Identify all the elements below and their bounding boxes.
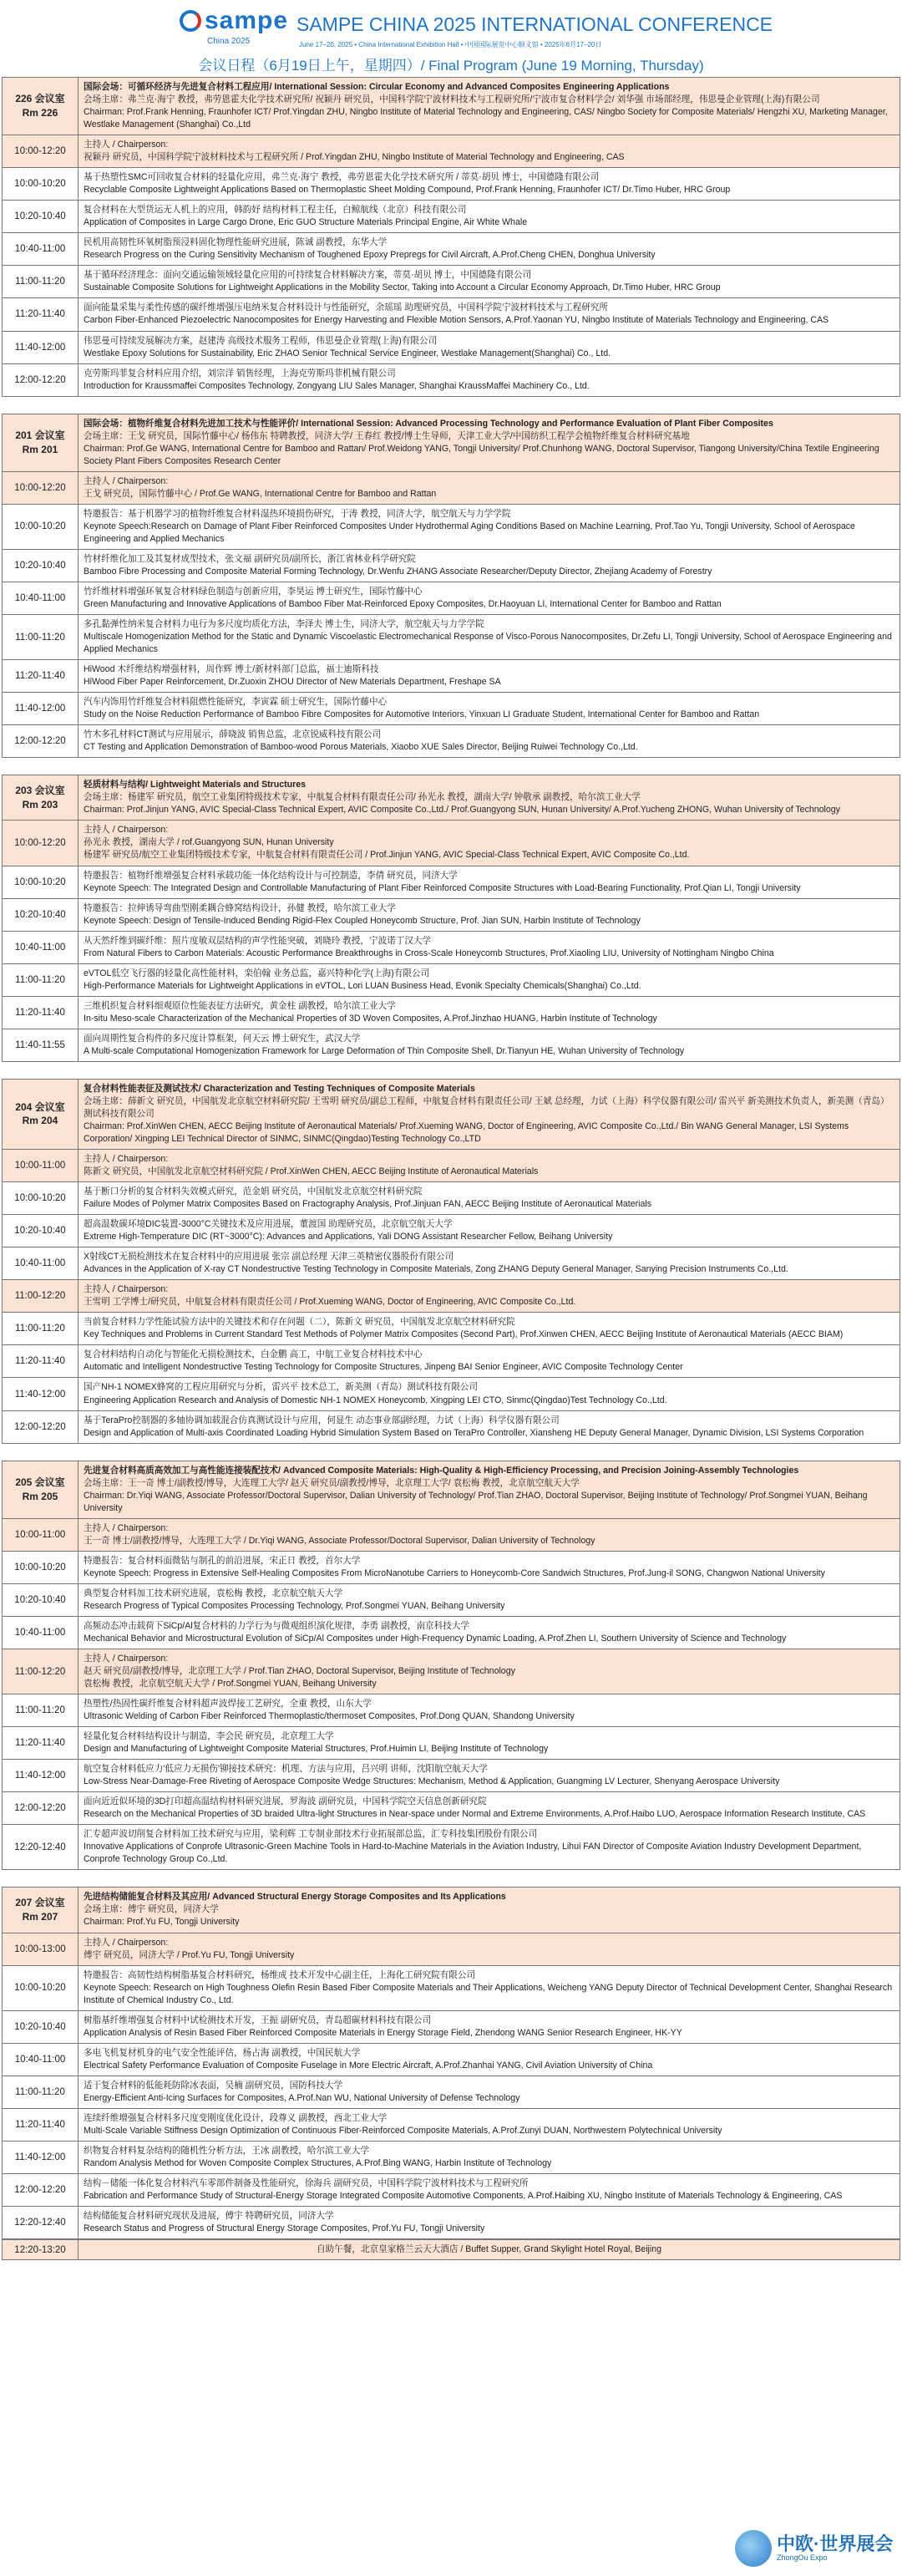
time-slot: 11:00-11:20: [3, 1694, 79, 1726]
talk-row: [2, 964, 900, 997]
time-slot: 10:00-13:00: [3, 1933, 79, 1965]
talk-row: [2, 2044, 900, 2076]
room-en: Rm 201: [22, 443, 58, 455]
session-title: 国际会场：可循环经济与先进复合材料工程应用/ International Session: Circular Economy and Advanced Composites Engineering Applications: [84, 82, 670, 92]
room-en: Rm 226: [22, 107, 58, 119]
talk-text: 适于复合材料的低能耗防除冰表面，吴楠 副研究员，国防科技大学 Energy-Efficient Anti-Icing Surfaces for Composites, A.Prof.Nan WU, National University of Defense Technology: [84, 2080, 520, 2103]
chairperson-row: [2, 1150, 900, 1182]
talk-row: [2, 266, 900, 298]
chairperson-row: [2, 472, 900, 505]
time-slot: 12:20-12:40: [3, 2207, 79, 2238]
talk-row: [2, 550, 900, 582]
session-table: [2, 1461, 900, 1871]
talk-text: 国产NH-1 NOMEX蜂窝的工程应用研究与分析，雷兴平 技术总工，新美测（青岛）测试科技有限公司 Engineering Application Research and Analysis of Domestic NH-1 NOMEX Honeycomb, Xingping LEI CTO, Sinmc(Qingdao)Test Technology Co.,Ltd.: [84, 1382, 667, 1405]
time-slot: 11:40-12:00: [3, 2142, 79, 2173]
room-label: [3, 775, 79, 820]
session-table: [2, 1887, 900, 2260]
talk-row: [2, 932, 900, 964]
time-slot: 10:40-11:00: [3, 1247, 79, 1279]
room-label: [3, 1461, 79, 1518]
talk-text: 特邀报告：拉伸诱导弯曲型刚柔耦合蜂窝结构设计，孙健 教授，哈尔滨工业大学 Keynote Speech: Design of Tensile-Induced Bending Rigid-Flex Coupled Honeycomb Structure, Prof. Jian SUN, Harbin Institute of Technology: [84, 902, 641, 926]
talk-row: [2, 1215, 900, 1247]
talk-text: 面向周期性复合构件的多尺度计算框架，何天云 博士研究生，武汉大学 A Multi-scale Computational Homogenization Framework for Large Deformation of Thin Composite Shell, Dr.Tianyun HE, Wuhan University of Technology: [84, 1033, 685, 1056]
session-title: 国际会场：植物纤维复合材料先进加工技术与性能评价/ International Session: Advanced Processing Technology and Performance Evaluation of Plant Fiber Composites: [84, 418, 773, 429]
talk-row: [2, 997, 900, 1029]
time-slot: 11:00-11:20: [3, 615, 79, 659]
talk-row: [2, 1617, 900, 1649]
talk-row: [2, 505, 900, 550]
time-slot: 11:00-11:20: [3, 1313, 79, 1344]
session-chairs: 会场主席：弗兰克·海宁 教授，弗劳恩霍夫化学技术研究所/ 祝颖丹 研究员，中国科学院宁波材料技术与工程研究所/宁波市复合材料学会/ 刘华强 市场部经理，伟思曼企业管理(上海)有限公司 Chairman: Prof.Frank Henning, Fraunhofer ICT/ Prof.Yingdan ZHU, Ningbo Institute of Material Technology and Engineering, CAS/ Ningbo Society for Composite Materials/ Hengzhi XU, Marketing Manager, Westlake Management (Shanghai) Co.,Ltd: [84, 94, 888, 130]
chairperson-text: 主持人 / Chairperson: 赵天 研究员/副教授/博导，北京理工大学 / Prof.Tian ZHAO, Doctoral Supervisor, Beijing Institute of Technology 袁松梅 教授，北京航空航天大学 / Prof.Songmei YUAN, Beihang University: [84, 1653, 515, 1689]
session-table: [2, 77, 900, 397]
talk-text: 从天然纤维到碳纤维：照片度敏双层结构的声学性能突破，刘晓玲 教授，宁波诺丁汉大学 From Natural Fibers to Carbon Materials: Acoustic Performance Breakthroughs in Cross-Scale Honeycomb Structures, Prof.Xiaoling LIU, University of Nottingham Ningbo China: [84, 935, 774, 958]
talk-text: 结构储能复合材料研究现状及进展，傅宇 特聘研究员，同济大学 Research Status and Progress of Structural Energy Storage Composites, Prof.Yu FU, Tongji University: [84, 2211, 485, 2234]
time-slot: 11:20-11:40: [3, 298, 79, 330]
time-slot: 12:00-12:20: [3, 725, 79, 757]
talk-row: [2, 168, 900, 201]
talk-row: [2, 866, 900, 899]
time-slot: 10:40-11:00: [3, 932, 79, 963]
talk-text: 基于TeraPro控制器的多轴协调加载混合仿真测试设计与应用，何显生 动态事业部副经理，力试（上海）科学仪器有限公司 Design and Application of Multi-axis Coordinated Loading Hybrid Simulation System Based on TeraPro Controller, Xiansheng HE Deputy General Manager, Dynamic Division, LSI Systems Corporation: [84, 1415, 864, 1438]
chairperson-text: 主持人 / Chairperson: 祝颖丹 研究员，中国科学院宁波材料技术与工程研究所 / Prof.Yingdan ZHU, Ningbo Institute of Material Technology and Engineering, CAS: [84, 140, 625, 163]
time-slot: 10:00-10:20: [3, 1552, 79, 1583]
session-chairs: 会场主席：王一奇 博士/副教授/博导，大连理工大学/ 赵天 研究员/副教授/博导，北京理工大学/ 袁松梅 教授，北京航空航天大学 Chairman: Dr.Yiqi WANG, Associate Professor/Doctoral Supervisor, Dalian University of Technology/ Prof.Tian ZHAO, Doctoral Supervisor, Beijing Institute of Technology/ Prof.Songmei YUAN, Beihang University: [84, 1477, 868, 1513]
time-slot: 12:20-12:40: [3, 1825, 79, 1869]
conference-meta: June 17–20, 2025 • China International Exhibition Hall • 中国国际展览中心顺义馆 • 2025年6月17–20日: [299, 41, 602, 48]
talk-text: 轻量化复合材料结构设计与制造，李会民 研究员，北京理工大学 Design and Manufacturing of Lightweight Composite Material Structures, Prof.Huimin LI, Beijing Institute of Technology: [84, 1731, 549, 1755]
talk-row: [2, 1378, 900, 1410]
room-label: [3, 414, 79, 471]
globe-icon: [735, 2530, 772, 2567]
session-table: [2, 414, 900, 759]
room-en: Rm 205: [22, 1490, 58, 1502]
time-slot: 11:00-11:20: [3, 964, 79, 996]
time-slot: 10:00-10:20: [3, 1182, 79, 1214]
time-slot: 12:00-12:20: [3, 2174, 79, 2206]
talk-text: 基于断口分析的复合材料失效模式研究，范金娟 研究员，中国航发北京航空材料研究院 Failure Modes of Polymer Matrix Composites Based on Fractography Analysis, Prof.Jinjuan FAN, AECC Beijing Institute of Aeronautical Materials: [84, 1186, 652, 1210]
talk-text: 竹木多孔材料CT测试与应用展示，薛晓波 销售总监，北京锐威科技有限公司 CT Testing and Application Demonstration of Bamboo-wood Porous Materials, Xiaobo XUE Sales Director, Beijing Ruiwei Technology Co.,Ltd.: [84, 729, 638, 753]
room-label: [3, 1888, 79, 1932]
talk-text: 克劳斯玛菲复合材料应用介绍，刘宗洋 销售经理，上海克劳斯玛菲机械有限公司 Introduction for Kraussmaffei Composites Technology, Zongyang LIU Sales Manager, Shanghai KraussMaffei Machinery Co., Ltd.: [84, 368, 590, 391]
time-slot: 11:40-12:00: [3, 1378, 79, 1410]
time-slot: 10:20-10:40: [3, 1584, 79, 1616]
talk-row: [2, 899, 900, 932]
chairperson-row: [2, 135, 900, 168]
chairperson-row: [2, 1933, 900, 1966]
talk-row: [2, 1727, 900, 1760]
talk-text: 汽车内饰用竹纤维复合材料阻燃性能研究，李寅霖 硕士研究生，国际竹藤中心 Study on the Noise Reduction Performance of Bamboo Fibre Composites for Automotive Interiors, Yinxuan LI Graduate Student, International Center for Bamboo and Rattan: [84, 697, 760, 720]
lunch-row: [2, 2239, 900, 2260]
time-slot: 11:00-11:20: [3, 2076, 79, 2108]
time-slot: 11:20-11:40: [3, 1345, 79, 1377]
session-table: [2, 1079, 900, 1444]
talk-row: [2, 615, 900, 660]
talk-text: 汇专超声波切削复合材料加工技术研究与应用，梁利辉 工专制业部技术行业拓展部总监，汇专科技集团股份有限公司 Innovative Applications of Conprofe Ultrasonic-Green Machine Tools in Hard-to-Machine Materials in the Aviation Industry, Lihui FAN Director of Composite Aviation Industry Development Department, Conprofe Technology Group Co.,Ltd.: [84, 1829, 862, 1865]
room-cn: 207 会议室: [15, 1897, 65, 1909]
talk-row: [2, 693, 900, 725]
room-en: Rm 203: [22, 798, 58, 810]
talk-row: [2, 1552, 900, 1584]
talk-row: [2, 2109, 900, 2142]
session-header-row: [2, 1887, 900, 1933]
chairperson-text: 主持人 / Chairperson: 孙光永 教授，湖南大学 / rof.Guangyong SUN, Hunan University 杨建军 研究员/航空工业集团特级技术专家，中航复合材料有限责任公司 / Prof.Jinjun YANG, AVIC Special-Class Technical Expert, AVIC Composite Co.,Ltd.: [84, 825, 690, 861]
room-label: [3, 1080, 79, 1149]
talk-row: [2, 1411, 900, 1444]
time-slot: 10:00-10:20: [3, 505, 79, 549]
session-list: [0, 77, 902, 2277]
time-slot: 11:40-12:00: [3, 332, 79, 363]
chairperson-text: 主持人 / Chairperson: 王一奇 博士/副教授/博导，大连理工大学 / Dr.Yiqi WANG, Associate Professor/Doctoral Supervisor, Dalian University of Technology: [84, 1522, 595, 1546]
time-slot: 11:00-12:20: [3, 1280, 79, 1312]
session-table: [2, 775, 900, 1062]
room-cn: 204 会议室: [15, 1100, 65, 1113]
talk-row: [2, 1584, 900, 1617]
time-slot: 11:40-11:55: [3, 1029, 79, 1061]
chairperson-row: [2, 821, 900, 866]
time-slot: 12:00-12:20: [3, 1792, 79, 1824]
session-header-row: [2, 414, 900, 472]
talk-text: 多电飞机复材机身的电气安全性能评估，杨占海 副教授，中国民航大学 Electrical Safety Performance Evaluation of Composite Fuselage in More Electric Aircraft, A.Prof.Zhanhai YANG, Civil Aviation University of China: [84, 2047, 653, 2070]
talk-row: [2, 1966, 900, 2011]
room-cn: 205 会议室: [15, 1476, 65, 1488]
session-info: [79, 1888, 899, 1932]
watermark-subtext: ZhongOu Expo: [777, 2553, 828, 2562]
talk-text: X射线CT无损检测技术在复合材料中的应用进展 张宗 副总经理 天津三英精密仪器股份有限公司 Advances in the Application of X-ray CT Nondestructive Testing Technology in Composite Materials, Zong ZHANG Deputy General Manager, Sanying Precision Instruments Co.,Ltd.: [84, 1252, 788, 1275]
time-slot: 10:00-11:00: [3, 1150, 79, 1181]
talk-text: 复合材料在大型货运无人机上的应用，韩韵妤 结构材料工程主任，白鲸航线（北京）科技有限公司 Application of Composites in Large Cargo Drone, Eric GUO Structure Materials Principal Engine, Air White Whale: [84, 205, 528, 228]
room-en: Rm 207: [22, 1910, 58, 1923]
session-chairs: 会场主席：王戈 研究员，国际竹藤中心/ 杨伟东 特聘教授，同济大学/ 王春红 教授/博士生导师，天津工业大学/中国纺织工程学会植物纤维复合材料研究基地 Chairman: Prof.Ge WANG, International Centre for Bamboo and Rattan/ Prof.Weidong YANG, Tongji University/ Prof.Chunhong WANG, Doctoral Supervisor, Tiangong University/China Textile Engineering Society Plant Fibers Composites Research Center: [84, 430, 879, 466]
time-slot: 10:20-10:40: [3, 550, 79, 582]
time-slot: 10:40-11:00: [3, 233, 79, 265]
talk-text: 特邀报告：高韧性结构树脂基复合材料研究，杨维成 技术开发中心副主任，上海化工研究院有限公司 Keynote Speech: Research on High Toughness Olefin Resin Based Fiber Composite Materials and Their Applications, Weicheng YANG Deputy Director of Technical Development Center, Shanghai Research Institute of Chemical Industry Co., Ltd.: [84, 1969, 893, 2005]
sampe-logo-icon: [180, 10, 201, 32]
time-slot: 10:40-11:00: [3, 2044, 79, 2076]
watermark-logo: [735, 2528, 894, 2569]
room-label: [3, 78, 79, 135]
talk-text: 连续纤维增强复合材料多尺度变刚度优化设计，段尊义 副教授，西北工业大学 Multi-Scale Variable Stiffness Design Optimization of Continuous Fiber-Reinforced Composite Materials, A.Prof.Zunyi DUAN, Northwestern Polytechnical University: [84, 2112, 722, 2136]
talk-text: 特邀报告：植物纤维增强复合材料承载功能一体化结构设计与可控制造，李倩 研究员，同济大学 Keynote Speech: The Integrated Design and Controllable Manufacturing of Plant Fiber Reinforced Composite Structures with Load-Bearing Functionality, Prof.Qian LI, Tongji University: [84, 870, 801, 893]
talk-row: [2, 233, 900, 266]
session-header-row: [2, 775, 900, 821]
talk-text: 伟思曼可持续发展解决方案，赵建涛 高级技术服务工程师，伟思曼企业管理(上海)有限公司 Westlake Epoxy Solutions for Sustainability, Eric ZHAO Senior Technical Service Engineer, Westlake Management(Shanghai) Co., Ltd.: [84, 335, 611, 358]
talk-row: [2, 2207, 900, 2239]
time-slot: 12:00-12:20: [3, 1411, 79, 1443]
talk-text: HiWood 木纤维结构增强材料，周作辉 博士/新材料部门总监，福士迪斯科技 HiWood Fiber Paper Reinforcement, Dr.Zuoxin ZHOU Director of New Materials Department, Freshape SA: [84, 664, 501, 688]
talk-text: 民机用高韧性环氧树脂预浸料固化物理性能研究进展，陈诚 副教授，东华大学 Research Progress on the Curing Sensitivity Mechanism of Toughened Epoxy Prepregs for Civil Aircraft, A.Prof.Cheng CHEN, Donghua University: [84, 237, 656, 261]
talk-text: 三维机织复合材料细观原位性能表征方法研究，黄金柱 副教授，哈尔滨工业大学 In-situ Meso-scale Characterization of the Mechanical Properties of 3D Woven Composites, A.Prof.Jinzhao HUANG, Harbin Institute of Technology: [84, 1000, 657, 1024]
time-slot: 10:20-10:40: [3, 2011, 79, 2043]
session-info: [79, 775, 899, 820]
time-slot: 10:00-12:20: [3, 472, 79, 504]
chairperson-text: 主持人 / Chairperson: 陈新文 研究员，中国航发北京航空材料研究院 / Prof.XinWen CHEN, AECC Beijing Institute of Aeronautical Materials: [84, 1154, 539, 1177]
time-slot: 10:00-10:20: [3, 866, 79, 898]
talk-text: eVTOL低空飞行器的轻量化高性能材料，栾伯翰 业务总监，嘉兴特种化学(上海)有限公司 High-Performance Materials for Lightweight Applications in eVTOL, Lori LUAN Business Head, Evonik Specialty Chemicals(Shanghai) Co.,Ltd.: [84, 968, 641, 991]
talk-row: [2, 1792, 900, 1825]
talk-row: [2, 582, 900, 615]
session-info: [79, 78, 899, 135]
talk-row: [2, 2011, 900, 2044]
chairperson-row: [2, 1519, 900, 1552]
talk-row: [2, 1345, 900, 1378]
talk-text: 特邀报告：复合材料面微钻与制孔的前沿进展，宋正日 教授，首尔大学 Keynote Speech: Progress in Extensive Self-Healing Composites From MicroNanotube Carriers to Honeycomb-Core Sandwich Structures, Prof.Jung-il SONG, Changwon National University: [84, 1555, 825, 1578]
talk-text: 织物复合材料复杂结构的随机性分析方法，王冰 副教授，哈尔滨工业大学 Random Analysis Method for Woven Composite Complex Structures, A.Prof.Bing WANG, Harbin Institute of Technology: [84, 2145, 552, 2168]
talk-text: 当前复合材料力学性能试验方法中的关键技术和存在问题（二），陈新文 研究员，中国航发北京航空材料研究院 Key Techniques and Problems in Current Standard Test Methods of Polymer Matrix Composites (Second Part), Prof.Xinwen CHEN, AECC Beijing Institute of Aeronautical Materials (AECC BIAM): [84, 1317, 844, 1340]
talk-row: [2, 1247, 900, 1280]
time-slot: 11:40-12:00: [3, 1760, 79, 1791]
talk-row: [2, 660, 900, 693]
time-slot: 10:40-11:00: [3, 582, 79, 614]
chairperson-row: [2, 1280, 900, 1313]
room-cn: 203 会议室: [15, 785, 65, 797]
session-info: [79, 414, 899, 471]
session-title: 先进复合材料高质高效加工与高性能连接装配技术/ Advanced Composite Materials: High-Quality & High-Efficiency Processing, and Precision Joining-Assembly Technologies: [84, 1465, 799, 1476]
talk-text: 热塑性/热固性碳纤维复合材料超声波焊接工艺研究，全重 教授，山东大学 Ultrasonic Welding of Carbon Fiber Reinforced Thermoplastic/thermoset Composites, Prof.Dong QUAN, Shandong University: [84, 1699, 575, 1722]
talk-text: 竹材纤维化加工及其复材成型技术，张文福 副研究员/副所长，浙江省林业科学研究院 Bamboo Fibre Processing and Composite Material Forming Technology, Dr.Wenfu ZHANG Associate Researcher/Deputy Director, Zhejiang Academy of Forestry: [84, 553, 712, 577]
time-slot: 10:20-10:40: [3, 899, 79, 931]
chairperson-text: 主持人 / Chairperson: 王雪明 工学博士/研究员，中航复合材料有限责任公司 / Prof.Xueming WANG, Doctor of Engineering, AVIC Composite Co.,Ltd.: [84, 1284, 576, 1308]
talk-row: [2, 364, 900, 397]
talk-text: 竹纤维材料增强环氧复合材料绿色制造与创新应用，李昊运 博士研究生，国际竹藤中心 Green Manufacturing and Innovative Applications of Bamboo Fiber Mat-Reinforced Epoxy Composites, Dr.Haoyuan LI, International Center for Bamboo and Rattan: [84, 586, 722, 609]
talk-row: [2, 1825, 900, 1870]
session-header-row: [2, 77, 900, 135]
talk-row: [2, 2076, 900, 2109]
talk-text: 基于循环经济理念：面向交通运输领域轻量化应用的可持续复合材料解决方案，蒂莫·胡贝 博士，中国德隆有限公司 Sustainable Composite Solutions for Lightweight Applications in the Mobility Sector, Taking into Account a Circular Economy Approach, Dr.Timo Huber, HRC Group: [84, 270, 721, 293]
session-chairs: 会场主席：傅宇 研究员，同济大学 Chairman: Prof.Yu FU, Tongji University: [84, 1904, 240, 1928]
session-chairs: 会场主席：杨建军 研究员，航空工业集团特级技术专家，中航复合材料有限责任公司/ 孙光永 教授，湖南大学/ 钟敬承 副教授，哈尔滨工业大学 Chairman: Prof.Jinjun YANG, AVIC Special-Class Technical Expert, AVIC Composite Co.,Ltd./ Prof.Guangyong SUN, Hunan University/ A.Prof.Yucheng ZHONG, Wuhan University of Technology: [84, 792, 840, 815]
talk-text: 特邀报告：基于机器学习的植物纤维复合材料湿热环境损伤研究，于涛 教授，同济大学，航空航天与力学学院 Keynote Speech:Research on Damage of Plant Fiber Reinforced Composites Under Hydrothermal Aging Conditions Based on Machine Learning, Prof.Tao Yu, Tongji University, School of Aerospace Engineering and Applied Mechanics: [84, 508, 855, 544]
session-title: 先进结构储能复合材料及其应用/ Advanced Structural Energy Storage Composites and Its Applications: [84, 1892, 506, 1903]
talk-text: 树脂基纤维增强复合材料中试检测技术开发，王振 副研究员，青岛超碳材料科技有限公司 Application Analysis of Resin Based Fiber Reinforced Composite Materials in Energy Storage Field, Zhendong WANG Senior Research Engineer, HK-YY: [84, 2015, 682, 2038]
program-subtitle: 会议日程（6月19日上午，星期四）/ Final Program (June 19 Morning, Thursday): [198, 58, 704, 74]
session-title: 轻质材料与结构/ Lightweight Materials and Structures: [84, 780, 307, 790]
talk-row: [2, 1313, 900, 1345]
logo-text: sampe: [205, 7, 289, 34]
conference-title: SAMPE CHINA 2025 INTERNATIONAL CONFERENCE: [296, 13, 773, 35]
time-slot: 10:20-10:40: [3, 201, 79, 232]
talk-text: 基于热塑性SMC可回收复合材料的轻量化应用，弗兰克·海宁 教授，弗劳恩霍夫化学技术研究所 / 蒂莫·胡贝 博士，中国德隆有限公司 Recyclable Composite Lightweight Applications Based on Thermoplastic Sheet Molding Compound, Prof.Frank Henning, Fraunhofer ICT/ Dr.Timo Huber, HRC Group: [84, 172, 731, 196]
time-slot: 11:00-11:20: [3, 266, 79, 297]
time-slot: 10:00-11:00: [3, 1519, 79, 1551]
talk-row: [2, 725, 900, 758]
lunch-text: 自助午餐，北京皇家格兰云天大酒店 / Buffet Supper, Grand Skylight Hotel Royal, Beijing: [316, 2244, 662, 2255]
talk-row: [2, 2142, 900, 2174]
session-info: [79, 1080, 899, 1149]
time-slot: 10:40-11:00: [3, 1617, 79, 1649]
talk-row: [2, 1182, 900, 1215]
session-title: 复合材料性能表征及测试技术/ Characterization and Testing Techniques of Composite Materials: [84, 1083, 475, 1094]
session-info: [79, 1461, 899, 1518]
time-slot: 10:20-10:40: [3, 1215, 79, 1247]
time-slot: 12:00-12:20: [3, 364, 79, 396]
talk-row: [2, 1760, 900, 1792]
session-header-row: [2, 1461, 900, 1519]
time-slot: 10:00-12:20: [3, 135, 79, 167]
time-slot: 10:00-12:20: [3, 821, 79, 865]
talk-text: 复合材料结构自动化与智能化无损检测技术，白金鹏 高工，中航工业复合材料技术中心 Automatic and Intelligent Nondestructive Testing Technology for Composite Structures, Jinpeng BAI Senior Engineer, AVIC Composite Technology Center: [84, 1349, 683, 1373]
session-chairs: 会场主席：薛新文 研究员，中国航发北京航空材料研究院/ 王雪明 研究员/副总工程师，中航复合材料有限责任公司/ 王斌 总经理，力试（上海）科学仪器有限公司/ 雷兴平 新美测技术负责人，新美测（青岛）测试科技有限公司 Chairman: Prof.XinWen CHEN, AECC Beijing Institute of Aeronautical Materials/ Prof.Xueming WANG, Doctor of Engineering, AVIC Composite Co.,Ltd./ Bin WANG General Manager, LSI Systems Corporation/ Xingping LEI Technical Director of SINMC, SINMC(Qingdao)Testing Technology Co.,LTD: [84, 1095, 889, 1144]
time-slot: 11:40-12:00: [3, 693, 79, 724]
talk-text: 典型复合材料加工技术研究进展，袁松梅 教授，北京航空航天大学 Research Progress of Typical Composites Processing Technology, Prof.Songmei YUAN, Beihang University: [84, 1588, 505, 1611]
time-slot: 10:00-10:20: [3, 1966, 79, 2010]
talk-text: 多孔黏弹性纳米复合材料力电行为多尺度均质化方法，李泽夫 博士生，同济大学，航空航天与力学学院 Multiscale Homogenization Method for the Static and Dynamic Viscoelastic Electromechanical Response of Visco-Porous Nanocomposites, Dr.Zefu LI, Tongji University, School of Aerospace Engineering and Applied Mechanics: [84, 619, 892, 655]
talk-text: 航空复合材料低应力'低应力无损伤'铆接技术研究：机理、方法与应用，吕兴明 讲师，沈阳航空航天大学 Low-Stress Near-Damage-Free Riveting of Aerospace Composite Wedge Structures: Mechanism, Method & Application, Guangming LV Lecturer, Shenyang Aerospace University: [84, 1764, 780, 1787]
chairperson-text: 主持人 / Chairperson: 傅宇 研究员，同济大学 / Prof.Yu FU, Tongji University: [84, 1937, 295, 1960]
logo-subtitle: China 2025: [207, 37, 251, 46]
time-slot: 11:20-11:40: [3, 2109, 79, 2141]
talk-row: [2, 298, 900, 331]
talk-text: 面向能量采集与柔性传感的碳纤维增强压电纳米复合材料设计与性能研究，余瑶瑶 助理研究员，中国科学院宁波材料技术与工程研究所 Carbon Fiber-Enhanced Piezoelectric Nanocomposites for Energy Harvesting and Flexible Motion Sensors, A.Prof.Yaonan YU, Ningbo Institute of Materials Technology and Engineering, CAS: [84, 302, 829, 326]
talk-row: [2, 2174, 900, 2207]
time-slot: 11:20-11:40: [3, 997, 79, 1029]
chairperson-row: [2, 1649, 900, 1694]
page-header: [0, 0, 902, 80]
talk-row: [2, 332, 900, 364]
room-cn: 226 会议室: [15, 93, 65, 105]
time-slot: 11:20-11:40: [3, 1727, 79, 1759]
talk-row: [2, 201, 900, 233]
time-slot: 10:00-10:20: [3, 168, 79, 200]
room-en: Rm 204: [22, 1115, 58, 1127]
lunch-time: 12:20-13:20: [3, 2240, 79, 2259]
time-slot: 11:00-12:20: [3, 1649, 79, 1694]
talk-text: 超高温数碳环境DIC装置-3000°C关键技术及应用进展，董渡国 助理研究员，北京航空航天大学 Extreme High-Temperature DIC (RT~3000°C): Advances and Applications, Yali DONG Assistant Researcher Fellow, Beihang University: [84, 1219, 613, 1242]
talk-text: 高频动态冲击载荷下SiCp/Al复合材料的力学行为与微观组织演化规律，李勇 副教授，南京科技大学 Mechanical Behavior and Microstructural Evolution of SiCp/Al Composites under High-Frequency Dynamic Loading, A.Prof.Zhen LI, Southern University of Science and Technology: [84, 1620, 787, 1644]
watermark-text: 中欧·世界展会: [777, 2533, 894, 2554]
session-header-row: [2, 1079, 900, 1150]
talk-text: 结构－储能一体化复合材料汽车零部件制备及性能研究，徐海兵 副研究员，中国科学院宁波材料技术与工程研究所 Fabrication and Performance Study of Structural-Energy Storage Integrated Composite Automotive Components, A.Prof.Haibing XU, Ningbo Institute of Materials Technology & Engineering, CAS: [84, 2177, 843, 2201]
talk-text: 面向近近似环境的3D打印超高温结构材料研究进展，罗海波 副研究员，中国科学院空天信息创新研究院 Research on the Mechanical Properties of 3D braided Ultra-light Structures in Near-space under Normal and Extreme Environments, A.Prof.Haibo LUO, Aerospace Information Research Institute, CAS: [84, 1796, 866, 1820]
chairperson-text: 主持人 / Chairperson: 王戈 研究员，国际竹藤中心 / Prof.Ge WANG, International Centre for Bamboo and Rattan: [84, 475, 437, 499]
room-cn: 201 会议室: [15, 429, 65, 441]
time-slot: 11:20-11:40: [3, 660, 79, 692]
talk-row: [2, 1029, 900, 1062]
sampe-logo: [180, 7, 288, 35]
talk-row: [2, 1694, 900, 1727]
